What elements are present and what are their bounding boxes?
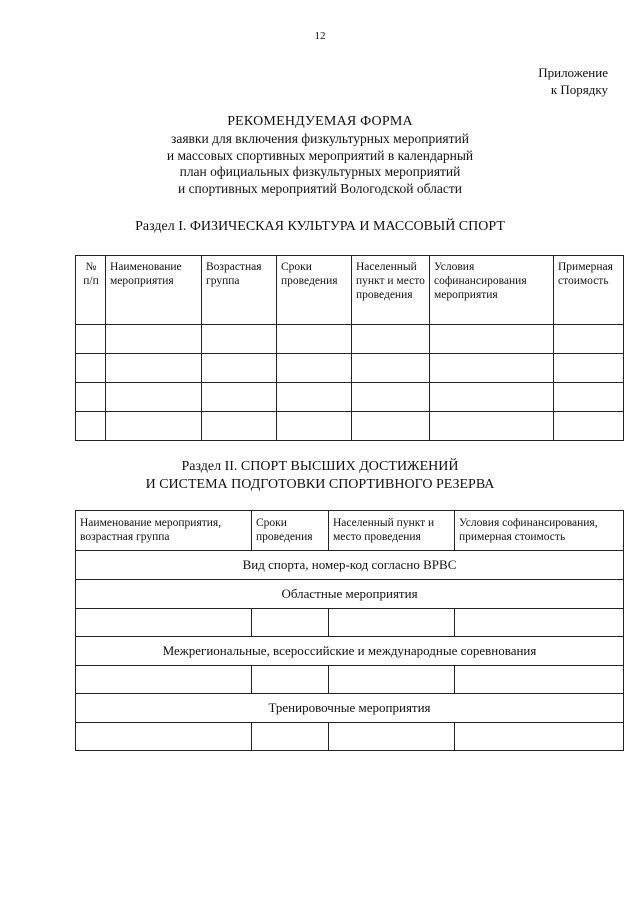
column-header-dates: Сроки проведения bbox=[277, 256, 352, 325]
interregional-events-label: Межрегиональные, всероссийские и международные соревнования bbox=[76, 637, 624, 666]
page-number: 12 bbox=[314, 30, 326, 42]
form-title-line-1: заявки для включения физкультурных мероприятий bbox=[171, 131, 469, 146]
table-cell[interactable] bbox=[252, 723, 329, 751]
form-title-main: РЕКОМЕНДУЕМАЯ ФОРМА bbox=[227, 114, 413, 129]
table-header-row bbox=[76, 256, 624, 325]
table-cell[interactable] bbox=[202, 412, 277, 441]
sport-row-label: Вид спорта, номер-код согласно ВРВС bbox=[76, 551, 624, 580]
section-2-heading-line-2: И СИСТЕМА ПОДГОТОВКИ СПОРТИВНОГО РЕЗЕРВА bbox=[145, 477, 495, 492]
table-cell[interactable] bbox=[352, 354, 430, 383]
table-cell[interactable] bbox=[277, 383, 352, 412]
table-cell[interactable] bbox=[554, 383, 624, 412]
table-cell[interactable] bbox=[352, 383, 430, 412]
training-events-row bbox=[76, 694, 624, 723]
column-header-event-name: Наименование мероприятия bbox=[106, 256, 202, 325]
column-header-cost: Примерная стоимость bbox=[554, 256, 624, 325]
training-events-label: Тренировочные мероприятия bbox=[76, 694, 624, 723]
table-cell[interactable] bbox=[455, 609, 624, 637]
table-cell[interactable] bbox=[430, 325, 554, 354]
table-cell[interactable] bbox=[430, 412, 554, 441]
table-cell[interactable] bbox=[554, 325, 624, 354]
table-row bbox=[76, 325, 624, 354]
table-cell[interactable] bbox=[554, 354, 624, 383]
table-cell[interactable] bbox=[329, 723, 455, 751]
table-cell[interactable] bbox=[76, 723, 252, 751]
table-cell[interactable] bbox=[277, 325, 352, 354]
table-cell[interactable] bbox=[76, 325, 106, 354]
table-cell[interactable] bbox=[252, 666, 329, 694]
regional-events-label: Областные мероприятия bbox=[76, 580, 624, 609]
table-cell[interactable] bbox=[76, 383, 106, 412]
table-row bbox=[76, 723, 624, 751]
table-cell[interactable] bbox=[277, 412, 352, 441]
table-row bbox=[76, 666, 624, 694]
table-cell[interactable] bbox=[202, 354, 277, 383]
table-cell[interactable] bbox=[202, 325, 277, 354]
table-cell[interactable] bbox=[106, 412, 202, 441]
section-2-table bbox=[75, 510, 624, 751]
column-header-number: № п/п bbox=[76, 256, 106, 325]
table-cell[interactable] bbox=[76, 354, 106, 383]
table-cell[interactable] bbox=[455, 666, 624, 694]
table-cell[interactable] bbox=[252, 609, 329, 637]
table-cell[interactable] bbox=[106, 354, 202, 383]
section-1-heading: Раздел I. ФИЗИЧЕСКАЯ КУЛЬТУРА И МАССОВЫЙ СПОРТ bbox=[135, 219, 505, 234]
appendix-line-1: Приложение bbox=[538, 65, 608, 80]
table-cell[interactable] bbox=[554, 412, 624, 441]
column-header-cofinancing: Условия софинансирования мероприятия bbox=[430, 256, 554, 325]
table-cell[interactable] bbox=[76, 609, 252, 637]
form-title-line-3: план официальных физкультурных мероприятий bbox=[179, 164, 461, 179]
appendix-note bbox=[538, 64, 608, 98]
table-header-row bbox=[76, 511, 624, 551]
table-cell[interactable] bbox=[329, 666, 455, 694]
form-title-line-4: и спортивных мероприятий Вологодской области bbox=[177, 180, 463, 196]
form-title bbox=[0, 113, 640, 197]
table-cell[interactable] bbox=[76, 666, 252, 694]
regional-events-row bbox=[76, 580, 624, 609]
table-cell[interactable] bbox=[430, 383, 554, 412]
column-header-event-name-age: Наименование мероприятия, возрастная группа bbox=[76, 511, 252, 551]
appendix-line-2: к Порядку bbox=[550, 82, 608, 97]
section-2-heading-line-1: Раздел II. СПОРТ ВЫСШИХ ДОСТИЖЕНИЙ bbox=[181, 459, 459, 474]
column-header-location: Населенный пункт и место проведения bbox=[329, 511, 455, 551]
interregional-events-row bbox=[76, 637, 624, 666]
table-row bbox=[76, 383, 624, 412]
section-1-table bbox=[75, 255, 624, 441]
form-title-line-2: и массовых спортивных мероприятий в календарный bbox=[166, 147, 474, 163]
table-cell[interactable] bbox=[329, 609, 455, 637]
table-cell[interactable] bbox=[106, 383, 202, 412]
table-row bbox=[76, 412, 624, 441]
column-header-location: Населенный пункт и место проведения bbox=[352, 256, 430, 325]
table-cell[interactable] bbox=[430, 354, 554, 383]
table-cell[interactable] bbox=[455, 723, 624, 751]
column-header-cofinancing-cost: Условия софинансирования, примерная стоимость bbox=[455, 511, 624, 551]
table-cell[interactable] bbox=[106, 325, 202, 354]
table-cell[interactable] bbox=[202, 383, 277, 412]
table-cell[interactable] bbox=[277, 354, 352, 383]
column-header-age-group: Возрастная группа bbox=[202, 256, 277, 325]
table-row bbox=[76, 354, 624, 383]
table-cell[interactable] bbox=[76, 412, 106, 441]
table-row bbox=[76, 609, 624, 637]
column-header-dates: Сроки проведения bbox=[252, 511, 329, 551]
section-2-heading bbox=[0, 458, 640, 494]
sport-row bbox=[76, 551, 624, 580]
table-cell[interactable] bbox=[352, 412, 430, 441]
table-cell[interactable] bbox=[352, 325, 430, 354]
